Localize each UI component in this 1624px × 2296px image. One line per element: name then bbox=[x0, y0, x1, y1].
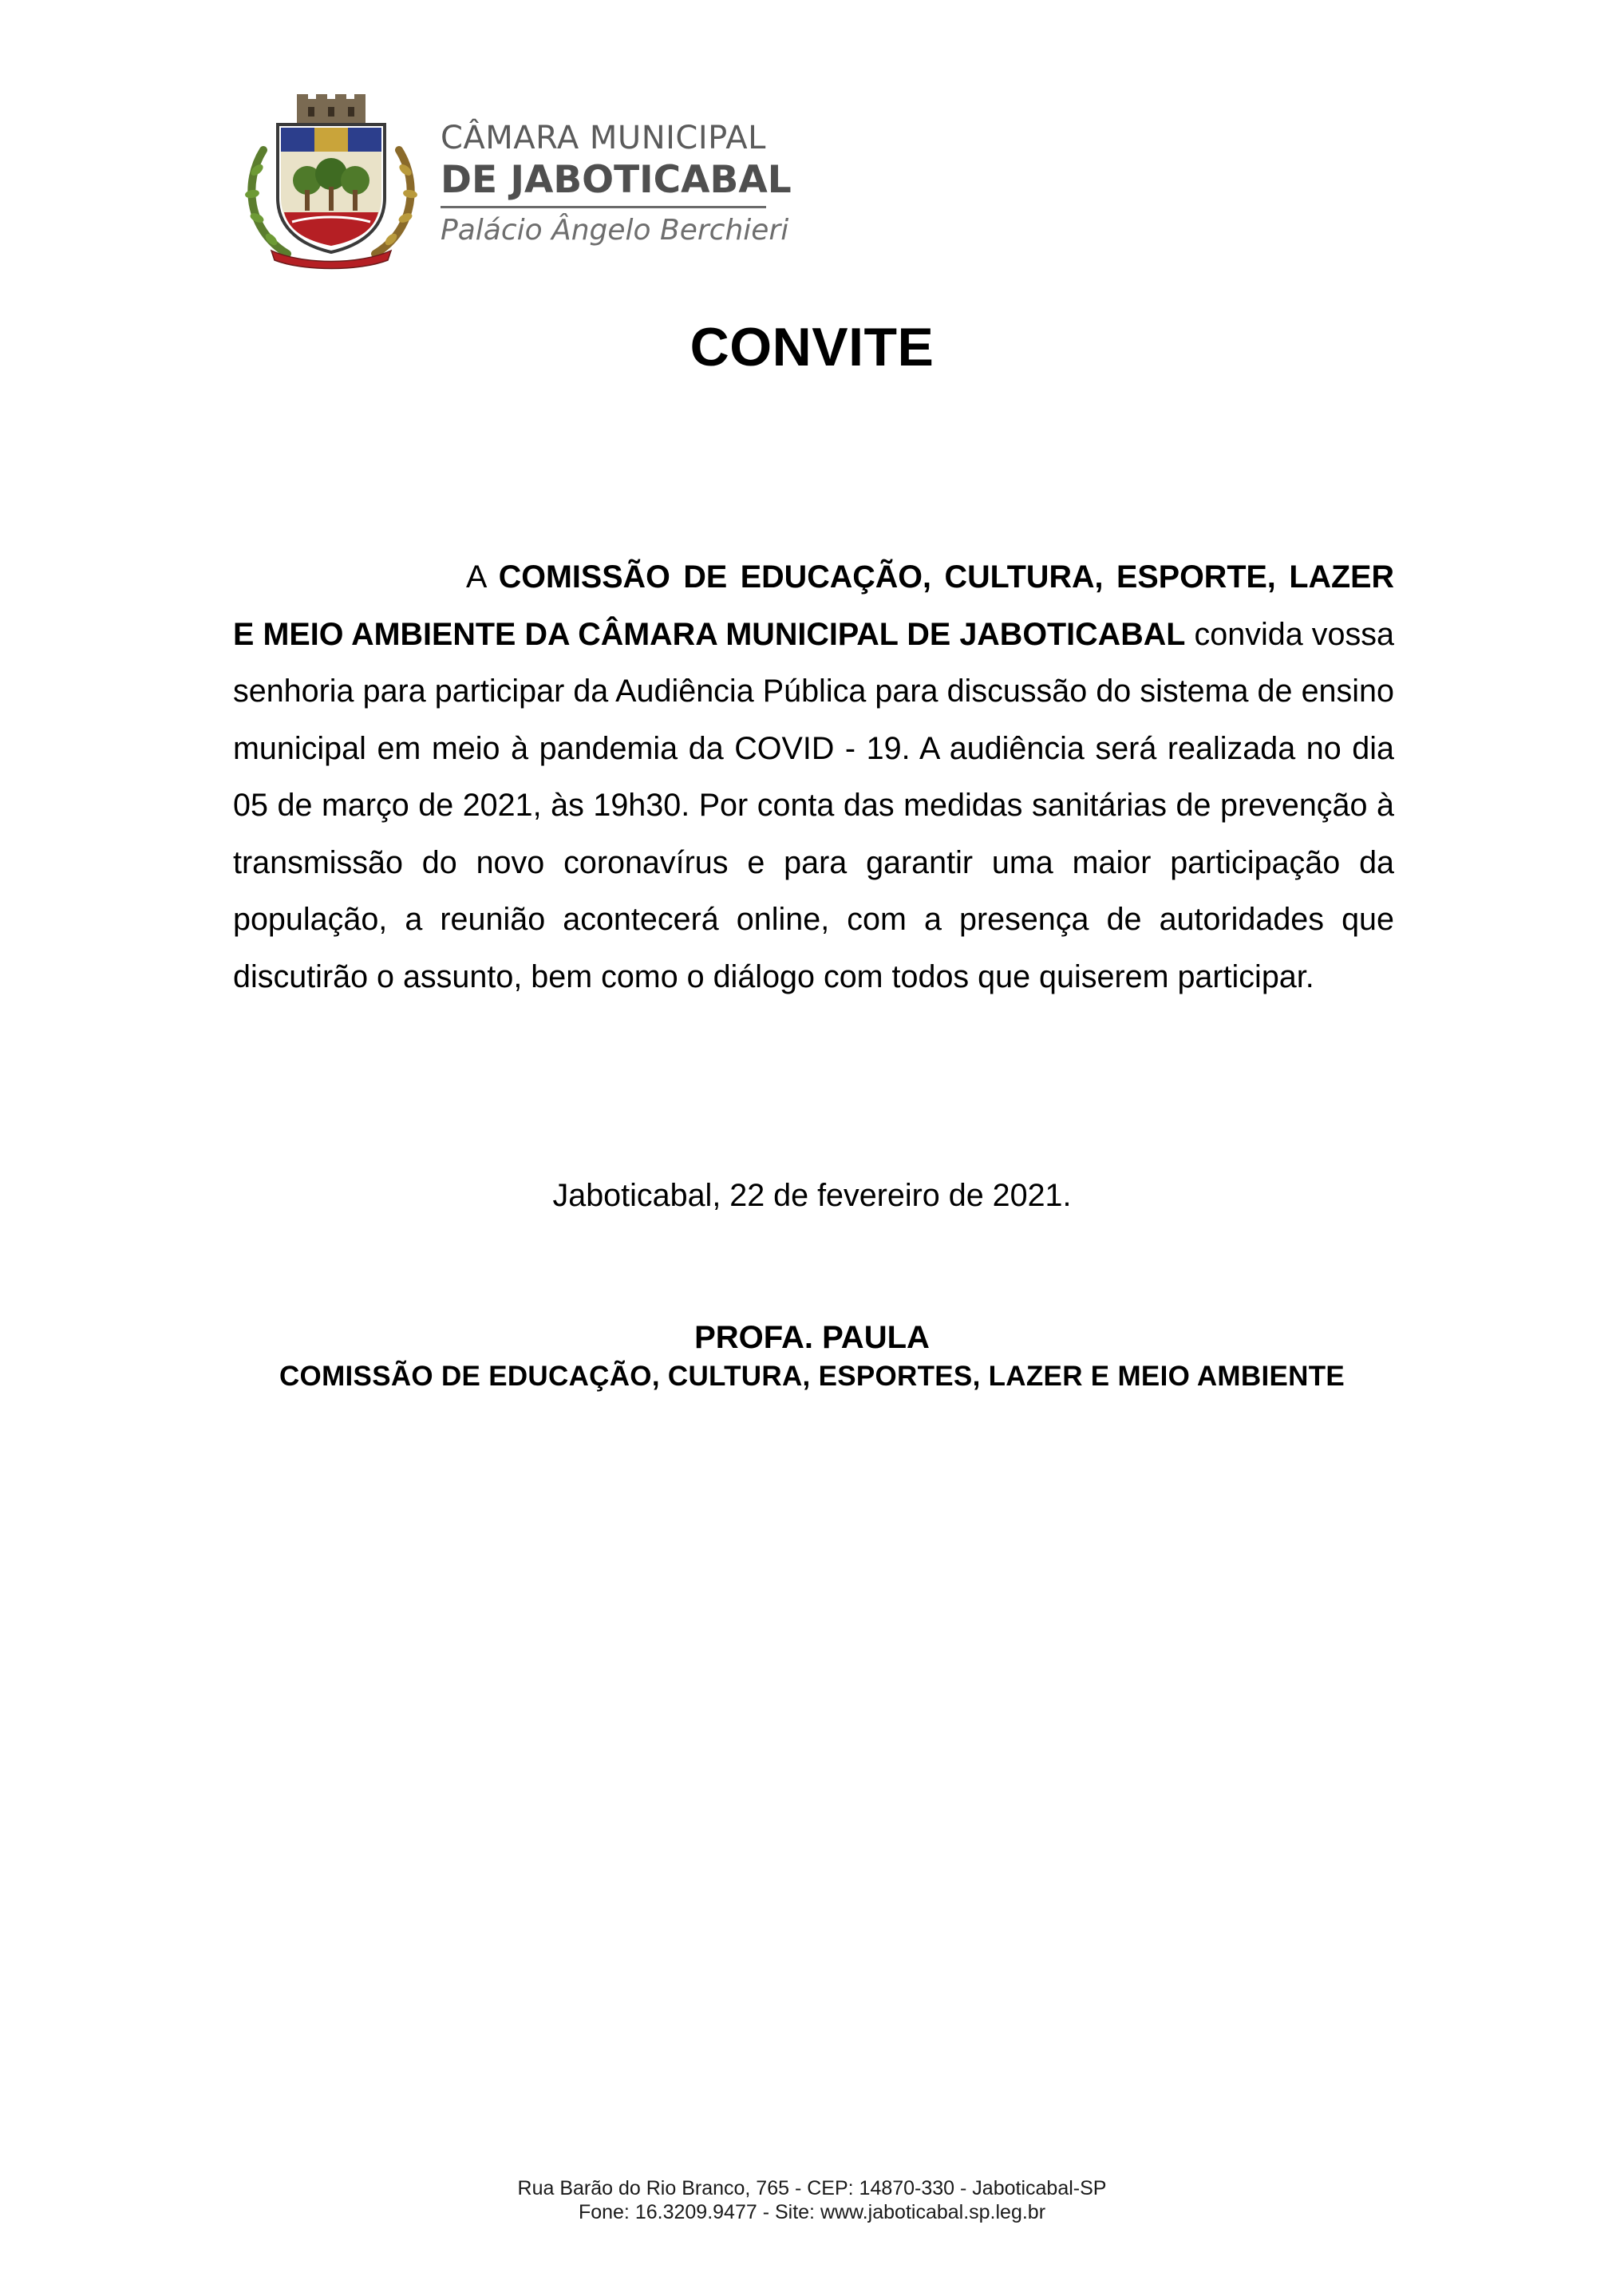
footer-contact: Fone: 16.3209.9477 - Site: www.jaboticabal.sp.leg.br bbox=[578, 2201, 1046, 2223]
invitation-paragraph bbox=[233, 549, 1394, 1006]
letterhead bbox=[239, 94, 814, 278]
document-date: Jaboticabal, 22 de fevereiro de 2021. bbox=[552, 1178, 1072, 1213]
municipal-coat-of-arms-icon bbox=[239, 94, 423, 271]
document-title: CONVITE bbox=[690, 317, 934, 377]
brand-divider bbox=[441, 206, 766, 208]
signer-role: COMISSÃO DE EDUCAÇÃO, CULTURA, ESPORTES, LAZER E MEIO AMBIENTE bbox=[279, 1361, 1345, 1392]
institution-name-line1: CÂMARA MUNICIPAL bbox=[441, 120, 766, 156]
footer-address: Rua Barão do Rio Branco, 765 - CEP: 14870-330 - Jaboticabal-SP bbox=[517, 2177, 1107, 2199]
paragraph-lead: A bbox=[466, 559, 499, 595]
institution-name-line2: DE JABOTICABAL bbox=[441, 158, 792, 202]
institution-name bbox=[441, 118, 808, 248]
committee-name: COMISSÃO DE EDUCAÇÃO, CULTURA, ESPORTE, LAZER E MEIO AMBIENTE DA CÂMARA MUNICIPAL DE JABOTICABAL bbox=[233, 559, 1394, 652]
signer-name: PROFA. PAULA bbox=[694, 1320, 930, 1355]
paragraph-body: convida vossa senhoria para participar da Audiência Pública para discussão do sistema de ensino municipal em meio à pandemia da COVID - 19. A audiência será realizada no dia 05 de março de 2021, às 19h30. Por conta das medidas sanitárias de prevenção à transmissão do novo coronavírus e para garantir uma maior participação da população, a reunião acontecerá online, com a presença de autoridades que discutirão o assunto, bem como o diálogo com todos que quiserem participar. bbox=[233, 616, 1394, 994]
page-footer bbox=[0, 2176, 1624, 2224]
institution-palace-name: Palácio Ângelo Berchieri bbox=[441, 214, 789, 247]
